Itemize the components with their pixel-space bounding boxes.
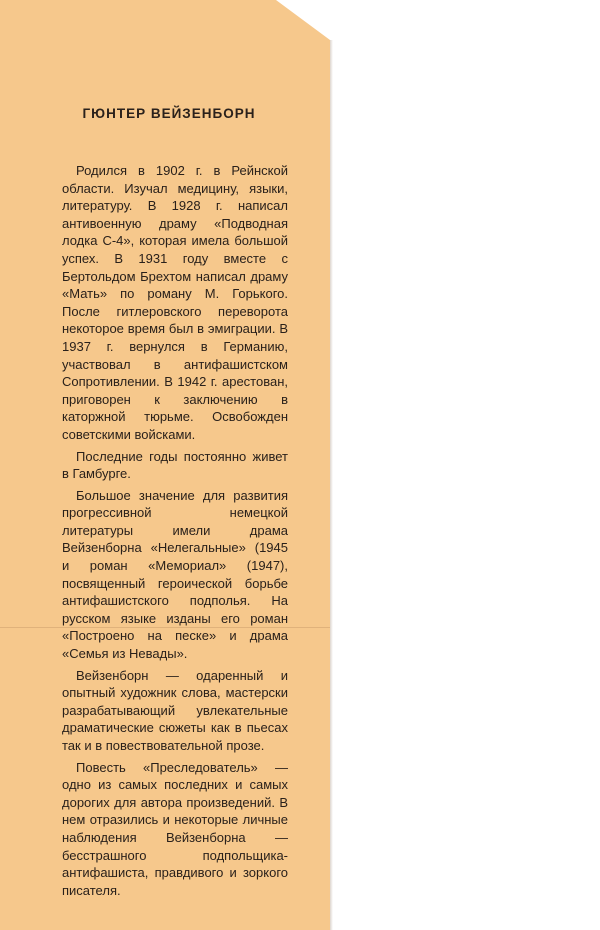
author-title: ГЮНТЕР ВЕЙЗЕНБОРН [82, 106, 256, 121]
bio-paragraph-4: Вейзенборн — одаренный и опытный художник слова, мастерски разрабатывающий увлекательные драматические сюжеты как в пьесах так и в повествовательной прозе. [62, 667, 288, 753]
bio-paragraph-3: Большое значение для развития прогрессивной немецкой литературы имели драма Вейзенборна «Нелегальные» (1945 и роман «Мемориал» (1947), посвященный героической борьбе антифашистского подполья. На русском языке изданы его роман «Построено на песке» и драма «Семья из Невады». [62, 487, 288, 662]
flap-edge-shadow [330, 40, 333, 930]
bio-paragraph-5: Повесть «Преследователь» — одно из самых последних и самых дорогих для автора произведений. В нем отразились и некоторые личные наблюдения Вейзенборна — бесстрашного подпольщика-антифашиста, правдивого и зоркого писателя. [62, 759, 288, 898]
bio-paragraph-1: Родился в 1902 г. в Рейнской области. Изучал медицину, языки, литературу. В 1928 г. написал антивоенную драму «Подводная лодка С-4», которая имела большой успех. В 1931 году вместе с Бертольдом Брехтом написал драму «Мать» по роману М. Горького. После гитлеровского переворота некоторое время был в эмиграции. В 1937 г. вернулся в Германию, участвовал в антифашистском Сопротивлении. В 1942 г. арестован, приговорен к заключению в каторжной тюрьме. Освобожден советскими войсками. [62, 163, 288, 442]
bio-paragraph-2: Последние годы постоянно живет в Гамбурге. [62, 448, 288, 482]
author-biography [62, 162, 288, 903]
